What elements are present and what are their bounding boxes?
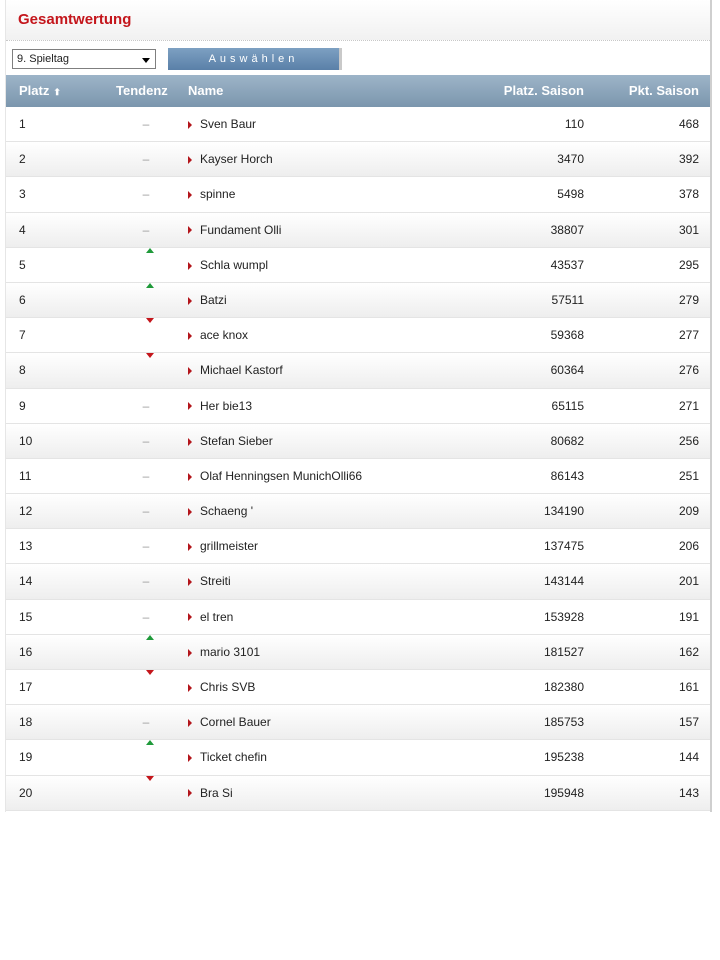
season-rank-cell: 60364 [550,363,584,378]
player-name: Fundament Olli [200,222,282,237]
sort-ascending-icon[interactable]: ⬆ [53,87,61,97]
trend-same-icon [134,494,158,529]
trend-same-icon [134,213,158,248]
player-name: Olaf Henningsen MunichOlli66 [200,468,363,483]
player-link[interactable] [188,248,268,283]
season-points-cell: 143 [678,785,699,800]
rank-cell: 10 [19,433,33,448]
table-header [6,75,710,107]
dash-icon: – [142,222,150,237]
season-points-cell: 256 [678,433,699,448]
table-row [6,494,710,529]
season-rank-cell: 143144 [543,574,584,589]
season-rank-cell: 65115 [551,398,584,413]
column-header-tendenz[interactable]: Tendenz [116,83,168,98]
player-link[interactable] [188,600,233,635]
rank-cell: 20 [19,785,33,800]
player-link[interactable] [188,389,252,424]
rank-cell: 16 [19,644,33,659]
trend-same-icon [134,389,158,424]
dash-icon: – [142,152,150,167]
season-points-cell: 191 [678,609,699,624]
rank-cell: 18 [19,715,33,730]
arrow-up-icon [146,283,154,288]
filter-controls [6,41,710,75]
rank-cell: 14 [19,574,33,589]
season-points-cell: 144 [678,750,699,765]
arrow-down-icon [146,670,154,675]
player-name: Batzi [200,292,227,307]
player-name: Schla wumpl [200,257,269,272]
player-link[interactable] [188,107,256,142]
caret-right-icon [188,719,192,727]
season-points-cell: 206 [678,539,699,554]
season-rank-cell: 5498 [557,187,584,202]
table-row [6,389,710,424]
player-link[interactable] [188,459,362,494]
table-row [6,424,710,459]
choose-button[interactable]: Auswählen [168,48,342,70]
rank-cell: 4 [19,222,26,237]
season-rank-cell: 182380 [543,680,584,694]
rank-cell: 6 [19,292,26,307]
arrow-down-icon [146,776,154,781]
rank-cell: 5 [19,257,26,272]
rank-cell: 17 [19,680,33,694]
season-points-cell: 161 [678,680,699,694]
player-name: spinne [200,187,236,202]
season-rank-cell: 110 [564,117,584,131]
table-row [6,142,710,177]
column-header-pkt-saison[interactable]: Pkt. Saison [628,83,699,98]
column-header-platz[interactable] [19,75,61,108]
player-name: Bra Si [200,785,233,800]
player-name: ace knox [200,328,249,343]
player-link[interactable] [188,564,231,599]
table-row [6,705,710,740]
caret-right-icon [188,226,192,234]
caret-right-icon [188,297,192,305]
dash-icon: – [142,715,150,730]
season-points-cell: 295 [678,257,699,272]
player-name: Stefan Sieber [200,433,273,448]
player-link[interactable] [188,318,248,353]
caret-right-icon [188,438,192,446]
trend-same-icon [134,705,158,740]
player-link[interactable] [188,424,273,459]
season-rank-cell: 134190 [543,504,584,519]
season-rank-cell: 38807 [550,222,584,237]
rank-cell: 1 [19,117,26,131]
player-name: Ticket chefin [200,750,267,765]
player-name: el tren [200,609,234,624]
player-link[interactable] [188,705,271,740]
player-link[interactable] [188,283,227,318]
arrow-down-icon [146,353,154,358]
season-rank-cell: 137475 [543,539,584,554]
caret-right-icon [188,262,192,270]
table-row [6,318,710,353]
player-link[interactable] [188,740,267,775]
player-link[interactable] [188,353,283,388]
caret-right-icon [188,789,192,797]
player-name: grillmeister [200,539,259,554]
trend-same-icon [134,424,158,459]
trend-same-icon [134,564,158,599]
rank-cell: 2 [19,152,26,167]
caret-right-icon [188,367,192,375]
caret-right-icon [188,156,192,164]
dash-icon: – [142,468,150,483]
table-row [6,740,710,775]
dash-icon: – [142,187,150,202]
dash-icon: – [142,117,150,131]
rank-cell: 11 [19,468,32,483]
dash-icon: – [142,398,150,413]
matchday-select-value: 9. Spieltag [17,53,69,65]
table-row [6,459,710,494]
ranking-panel [5,0,712,812]
trend-same-icon [134,459,158,494]
column-header-platz-saison[interactable]: Platz. Saison [503,83,584,98]
table-row [6,353,710,388]
player-link[interactable] [188,529,258,564]
arrow-up-icon [146,248,154,253]
table-row [6,529,710,564]
player-link[interactable] [188,776,233,811]
matchday-select[interactable] [12,49,156,69]
season-points-cell: 392 [678,152,699,167]
season-rank-cell: 195238 [543,750,584,765]
dash-icon: – [142,504,150,519]
caret-right-icon [188,684,192,692]
player-link[interactable] [188,670,255,705]
rank-cell: 7 [19,328,26,343]
column-header-name[interactable]: Name [188,83,224,98]
season-rank-cell: 80682 [550,433,584,448]
table-row [6,670,710,705]
caret-right-icon [188,332,192,340]
season-points-cell: 279 [678,292,699,307]
caret-right-icon [188,754,192,762]
player-name: Chris SVB [200,680,256,694]
player-link[interactable] [188,494,253,529]
trend-same-icon [134,529,158,564]
season-rank-cell: 3470 [557,152,584,167]
table-row [6,107,710,142]
caret-right-icon [188,649,192,657]
player-link[interactable] [188,142,273,177]
table-row [6,283,710,318]
trend-same-icon [134,600,158,635]
caret-right-icon [188,578,192,586]
player-name: Her bie13 [200,398,253,413]
season-points-cell: 209 [678,504,699,519]
season-points-cell: 251 [678,468,699,483]
arrow-down-icon [146,318,154,323]
season-points-cell: 201 [678,574,699,589]
season-rank-cell: 59368 [550,328,584,343]
caret-right-icon [188,543,192,551]
rank-cell: 12 [19,504,33,519]
table-row [6,776,710,811]
season-points-cell: 378 [678,187,699,202]
table-row [6,248,710,283]
player-name: Michael Kastorf [200,363,283,378]
player-name: Streiti [200,574,231,589]
arrow-up-icon [146,740,154,745]
table-row [6,213,710,248]
table-body [6,107,710,811]
trend-same-icon [134,142,158,177]
rank-cell: 13 [19,539,33,554]
season-points-cell: 277 [678,328,699,343]
season-rank-cell: 153928 [543,609,584,624]
player-link[interactable] [188,635,260,670]
caret-right-icon [188,613,192,621]
player-link[interactable] [188,213,281,248]
season-rank-cell: 57511 [551,292,584,307]
dash-icon: – [142,609,150,624]
column-header-platz-label: Platz [19,83,50,98]
player-name: mario 3101 [200,644,261,659]
table-row [6,564,710,599]
season-rank-cell: 181527 [543,644,584,659]
table-row [6,600,710,635]
table-row [6,635,710,670]
caret-right-icon [188,402,192,410]
trend-same-icon [134,177,158,212]
season-points-cell: 276 [678,363,699,378]
dash-icon: – [142,433,150,448]
dash-icon: – [142,539,150,554]
player-name: Sven Baur [200,117,257,131]
season-points-cell: 271 [678,398,699,413]
trend-same-icon [134,107,158,142]
season-rank-cell: 86143 [550,468,584,483]
caret-right-icon [188,121,192,129]
player-name: Schaeng ' [200,504,253,519]
season-rank-cell: 195948 [543,785,584,800]
season-rank-cell: 43537 [550,257,584,272]
rank-cell: 19 [19,750,33,765]
page-title: Gesamtwertung [6,0,710,41]
caret-right-icon [188,191,192,199]
rank-cell: 8 [19,363,26,378]
dash-icon: – [142,574,150,589]
season-points-cell: 162 [678,644,699,659]
rank-cell: 3 [19,187,26,202]
player-name: Kayser Horch [200,152,273,167]
caret-right-icon [188,508,192,516]
arrow-up-icon [146,635,154,640]
player-link[interactable] [188,177,235,212]
season-points-cell: 157 [678,715,699,730]
caret-right-icon [188,473,192,481]
season-rank-cell: 185753 [543,715,584,730]
rank-cell: 9 [19,398,26,413]
season-points-cell: 468 [678,117,699,131]
player-name: Cornel Bauer [200,715,271,730]
rank-cell: 15 [19,609,33,624]
table-row [6,177,710,212]
chevron-down-icon[interactable] [142,58,150,63]
season-points-cell: 301 [678,222,699,237]
